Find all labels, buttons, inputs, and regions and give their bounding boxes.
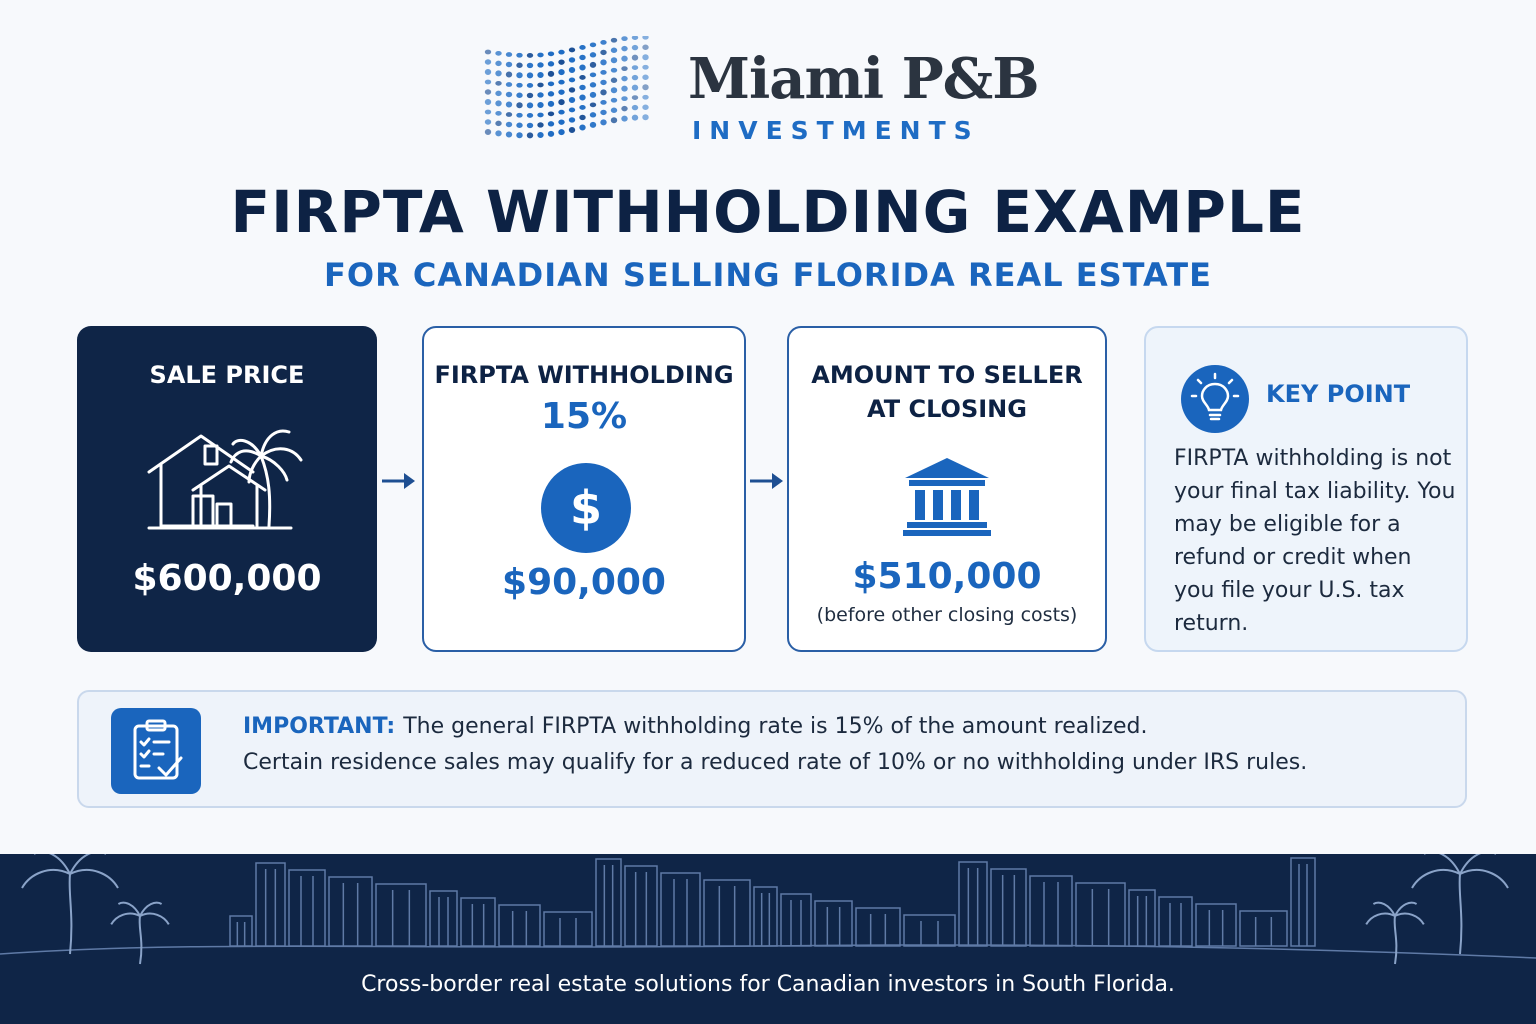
logo — [480, 36, 1080, 146]
withholding-rate: 15% — [540, 396, 628, 437]
important-line1 — [243, 714, 1148, 739]
firpta-withholding-card — [422, 326, 746, 652]
logo-subtitle: INVESTMENTS — [692, 116, 980, 145]
amount-to-seller-card — [787, 326, 1107, 652]
amount-to-seller-label-line1: AMOUNT TO SELLER — [811, 361, 1083, 389]
important-line2: Certain residence sales may qualify for a reduced rate of 10% or no withholding under IRS rules. — [243, 750, 1308, 775]
amount-to-seller-value: $510,000 — [852, 556, 1042, 597]
page-subtitle: FOR CANADIAN SELLING FLORIDA REAL ESTATE — [324, 256, 1212, 294]
key-point-text: FIRPTA withholding is not your final tax liability. You may be eligible for a refund or credit when you file your U.S. tax return. — [1174, 446, 1456, 636]
sale-price-amount: $600,000 — [132, 558, 322, 599]
svg-text:$: $ — [569, 481, 603, 535]
withholding-amount: $90,000 — [502, 562, 666, 603]
arrow-right-icon — [748, 470, 786, 492]
important-lead: IMPORTANT: — [243, 714, 396, 739]
logo-mark-icon — [480, 36, 660, 146]
sale-price-card — [77, 326, 377, 652]
house-palm-icon — [141, 416, 313, 536]
bank-icon — [901, 456, 993, 536]
closing-costs-note: (before other closing costs) — [816, 604, 1078, 626]
firpta-withholding-label: FIRPTA WITHHOLDING — [434, 361, 734, 389]
important-text1: The general FIRPTA withholding rate is 15% of the amount realized. — [403, 714, 1148, 739]
footer-tagline: Cross-border real estate solutions for Canadian investors in South Florida. — [361, 972, 1175, 997]
amount-to-seller-label — [789, 358, 1105, 426]
key-point-card — [1144, 326, 1468, 652]
lightbulb-icon — [1180, 364, 1250, 434]
sale-price-label: SALE PRICE — [149, 361, 305, 389]
logo-name: Miami P&B — [688, 46, 1039, 112]
amount-to-seller-label-line2: AT CLOSING — [867, 395, 1027, 423]
important-notice — [77, 690, 1467, 808]
skyline-illustration — [0, 854, 1536, 1024]
arrow-right-icon — [380, 470, 418, 492]
page-title: FIRPTA WITHHOLDING EXAMPLE — [230, 178, 1306, 246]
dollar-icon — [540, 462, 632, 554]
key-point-label: KEY POINT — [1266, 380, 1411, 408]
clipboard-check-icon — [109, 706, 203, 796]
footer — [0, 854, 1536, 1024]
